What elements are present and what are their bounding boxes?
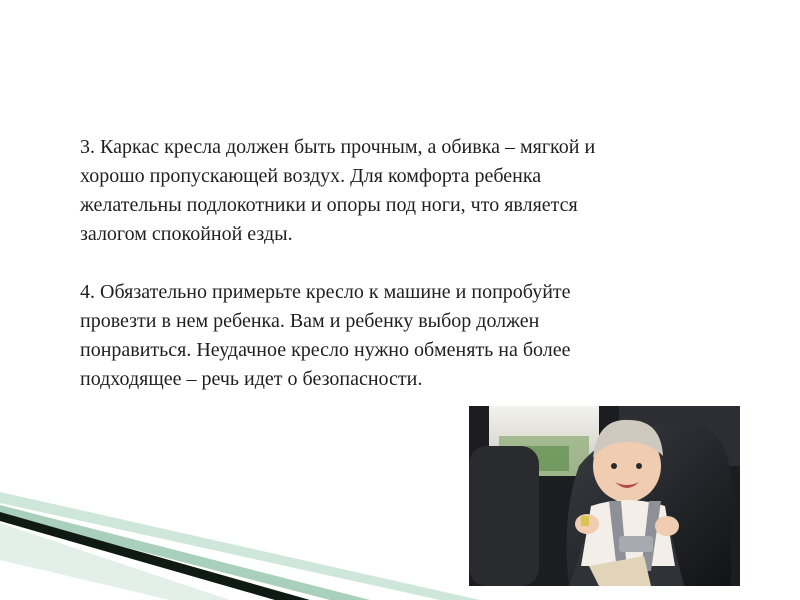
baby-car-seat-photo (469, 406, 740, 586)
green-stripe-bottom (0, 523, 230, 600)
paragraph-spacer (80, 249, 730, 278)
paragraph-4: 4. Обязательно примерьте кресло к машине и попробуйте провезти в нем ребенка. Вам и ребенку выбор должен понравиться. Неудачное кресло нужно обменять на более подходящее – речь идет о безопасности. (80, 281, 571, 390)
dark-stripe (0, 512, 310, 600)
baby-in-car-seat-photo-icon (469, 406, 740, 586)
green-stripe-light (0, 492, 480, 600)
green-stripe-mid (0, 505, 370, 600)
paragraph-3: 3. Каркас кресла должен быть прочным, а обивка – мягкой и хорошо пропускающей воздух. Для комфорта ребенка желательны подлокотники и опоры под ноги, что является залогом спокойной езды. (80, 136, 596, 245)
slide-text (80, 133, 730, 394)
